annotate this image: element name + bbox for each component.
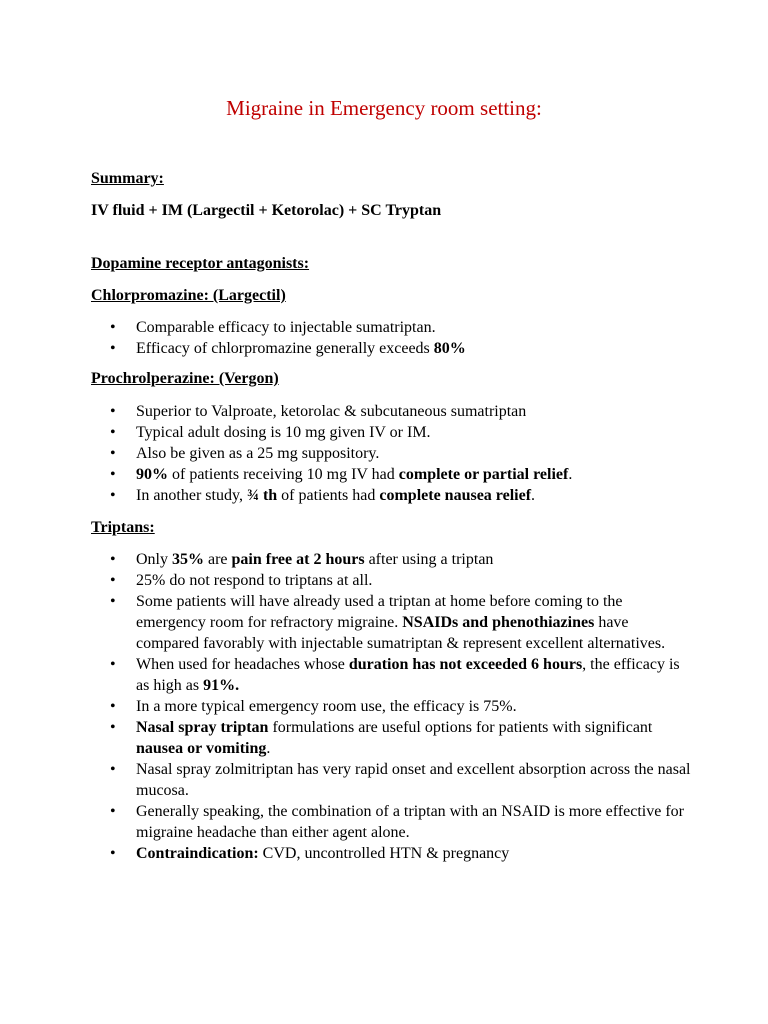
bold-text: Contraindication: (136, 845, 259, 862)
triptans-heading: Triptans: (91, 519, 155, 536)
bold-text: complete nausea relief (379, 487, 532, 504)
summary-heading: Summary: (91, 170, 164, 187)
list-item: • Some patients will have already used a triptan at home before coming to the emergency room for refractory migraine. NSAIDs and phenothiazines have compared favorably with injectable sumatriptan & represent excellent alternatives. (91, 591, 691, 654)
list-item: • 90% of patients receiving 10 mg IV had complete or partial relief. (91, 464, 691, 485)
list-item: • Generally speaking, the combination of a triptan with an NSAID is more effective for migraine headache than either agent alone. (91, 801, 691, 843)
bold-text: nausea or vomiting (136, 740, 267, 757)
bold-text: 35% (172, 551, 204, 568)
list-item: • Nasal spray triptan formulations are useful options for patients with significant nausea or vomiting. (91, 717, 691, 759)
list-item: • Nasal spray zolmitriptan has very rapid onset and excellent absorption across the nasal mucosa. (91, 759, 691, 801)
list-item: • Only 35% are pain free at 2 hours after using a triptan (91, 549, 691, 570)
bold-text: pain free at 2 hours (231, 551, 365, 568)
list-item: • Typical adult dosing is 10 mg given IV or IM. (91, 422, 691, 443)
list-item: • 25% do not respond to triptans at all. (91, 570, 691, 591)
bold-text: complete or partial relief (398, 466, 569, 483)
bold-text: 91%. (203, 677, 240, 694)
bold-text: Nasal spray triptan (136, 719, 269, 736)
list-item: • In a more typical emergency room use, the efficacy is 75%. (91, 696, 691, 717)
list-item: • Efficacy of chlorpromazine generally exceeds 80% (91, 338, 691, 359)
document-body (91, 168, 691, 864)
bold-text: ¾ th (246, 487, 278, 504)
summary-text: IV fluid + IM (Largectil + Ketorolac) + SC Tryptan (91, 202, 442, 219)
prochlorperazine-heading: Prochrolperazine: (Vergon) (91, 370, 279, 387)
page-title: Migraine in Emergency room setting: (226, 96, 542, 120)
list-item: • Comparable efficacy to injectable sumatriptan. (91, 317, 691, 338)
list-item: • In another study, ¾ th of patients had complete nausea relief. (91, 485, 691, 506)
triptans-list (91, 549, 691, 864)
dopamine-heading: Dopamine receptor antagonists: (91, 255, 310, 272)
list-item: • When used for headaches whose duration has not exceeded 6 hours, the efficacy is as high as 91%. (91, 654, 691, 696)
chlorpromazine-heading: Chlorpromazine: (Largectil) (91, 287, 286, 304)
list-item: • Superior to Valproate, ketorolac & subcutaneous sumatriptan (91, 401, 691, 422)
prochlorperazine-list (91, 401, 691, 506)
bold-text: 90% (136, 466, 168, 483)
list-item: • Also be given as a 25 mg suppository. (91, 443, 691, 464)
list-item: • Contraindication: CVD, uncontrolled HTN & pregnancy (91, 843, 691, 864)
bold-text: NSAIDs and phenothiazines (402, 614, 595, 631)
bold-text: duration has not exceeded 6 hours (348, 656, 583, 673)
chlorpromazine-list (91, 317, 691, 359)
bold-text: 80% (433, 340, 466, 357)
